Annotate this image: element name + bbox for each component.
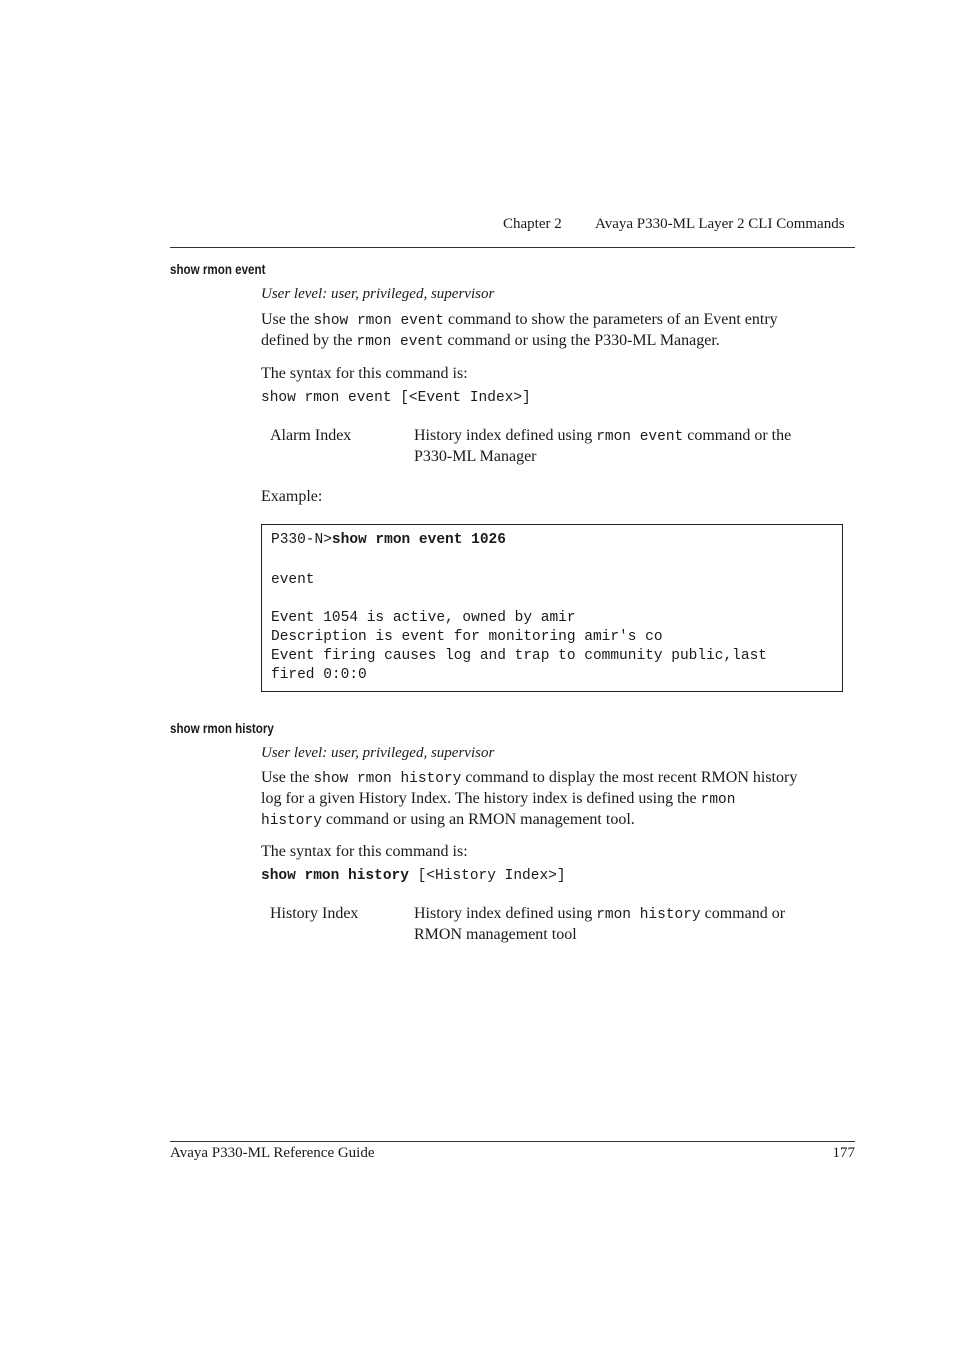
param-desc-code: rmon event (596, 429, 684, 445)
desc-text: defined by the (261, 332, 357, 349)
syntax-command: show rmon history (261, 868, 409, 884)
desc-text: Use the (261, 311, 314, 328)
desc-text: command or using the P330-ML Manager. (443, 332, 720, 349)
desc-text: log for a given History Index. The history index is defined using the (261, 790, 701, 807)
section-heading-show-rmon-history: show rmon history (170, 721, 274, 736)
example-output-line: event (271, 572, 315, 588)
param-desc-code: rmon history (596, 907, 701, 923)
syntax-intro: The syntax for this command is: (261, 365, 468, 382)
param-desc-text: History index defined using (414, 427, 597, 444)
param-desc-text: command or the (683, 427, 792, 444)
user-level: User level: user, privileged, supervisor (261, 286, 495, 302)
cli-command: show rmon event 1026 (331, 532, 506, 548)
desc-code: rmon event (356, 334, 444, 350)
example-output-line: Description is event for monitoring amir's co (271, 629, 663, 645)
page-number: 177 (832, 1145, 855, 1161)
param-description (414, 904, 854, 944)
header-chapter: Chapter 2 (503, 216, 562, 232)
param-name: Alarm Index (270, 427, 352, 444)
desc-code: rmon (700, 792, 736, 808)
param-desc-text: command or (700, 905, 786, 922)
param-description (414, 426, 854, 466)
desc-code: show rmon history (313, 771, 462, 787)
desc-text: Use the (261, 769, 314, 786)
param-name: History Index (270, 905, 359, 922)
example-command-line (271, 531, 506, 550)
example-label: Example: (261, 488, 323, 505)
param-desc-text: RMON management tool (414, 926, 577, 943)
section-heading-show-rmon-event: show rmon event (170, 262, 266, 277)
param-desc-text: P330-ML Manager (414, 448, 537, 465)
footer-rule (170, 1141, 855, 1142)
desc-code: history (261, 813, 322, 829)
footer-guide-title: Avaya P330-ML Reference Guide (170, 1145, 375, 1161)
desc-text: command or using an RMON management tool. (321, 811, 635, 828)
example-code-box (261, 524, 843, 692)
syntax-args: [<History Index>] (408, 868, 566, 884)
description-paragraph (261, 310, 861, 352)
description-paragraph (261, 768, 861, 831)
example-output-line: Event 1054 is active, owned by amir (271, 610, 576, 626)
example-output-line: fired 0:0:0 (271, 667, 367, 683)
example-output-line: Event firing causes log and trap to community public,last (271, 648, 767, 664)
syntax-line: show rmon event [<Event Index>] (261, 390, 531, 406)
cli-prompt: P330-N> (271, 532, 332, 548)
desc-code: show rmon event (313, 313, 444, 329)
header-rule (170, 247, 855, 248)
user-level: User level: user, privileged, supervisor (261, 745, 495, 761)
syntax-intro: The syntax for this command is: (261, 843, 468, 860)
syntax-line (261, 868, 861, 884)
desc-text: command to display the most recent RMON history (461, 769, 798, 786)
param-desc-text: History index defined using (414, 905, 597, 922)
header-title: Avaya P330-ML Layer 2 CLI Commands (595, 216, 845, 232)
desc-text: command to show the parameters of an Event entry (443, 311, 778, 328)
